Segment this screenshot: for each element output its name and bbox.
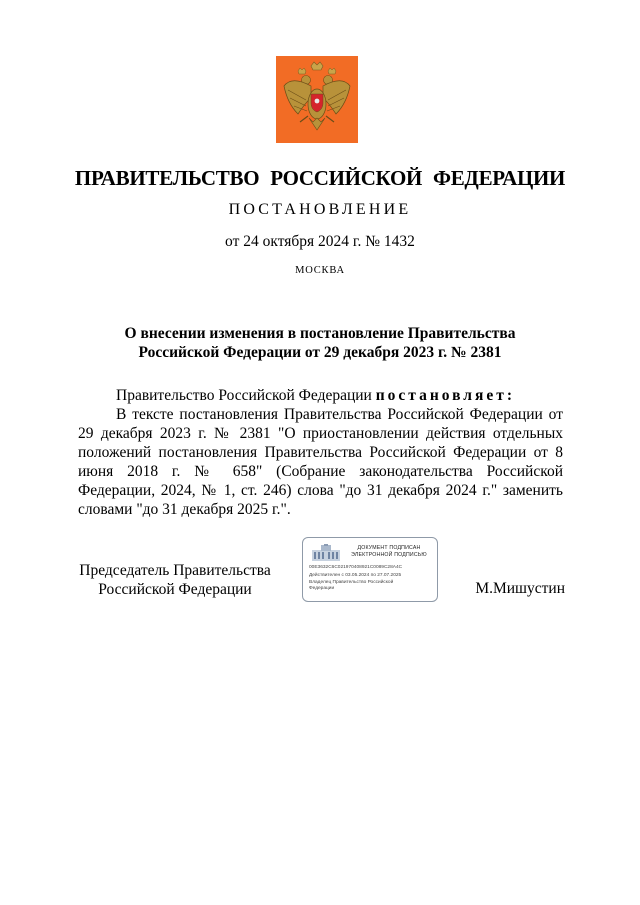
stamp-header <box>345 545 433 559</box>
subject-line-2: Российской Федерации от 29 декабря 2023 г. № 2381 <box>138 344 502 361</box>
stamp-owner-line-1: Владелец Правительство Российской <box>309 580 394 585</box>
government-building-icon <box>311 544 341 562</box>
document-date-number: от 24 октября 2024 г. № 1432 <box>225 233 415 250</box>
stamp-owner-line-2: Федерации <box>309 586 335 591</box>
stamp-header-line-2: ЭЛЕКТРОННОЙ ПОДПИСЬЮ <box>351 552 427 558</box>
stamp-header-line-1: ДОКУМЕНТ ПОДПИСАН <box>357 545 421 551</box>
subject-line-1: О внесении изменения в постановление Правительства <box>124 325 516 342</box>
signatory-name: М.Мишустин <box>475 580 565 597</box>
document-subject <box>0 324 640 362</box>
coat-of-arms-emblem <box>276 56 358 143</box>
intro-text: Правительство Российской Федерации <box>116 387 376 404</box>
electronic-signature-stamp <box>302 537 438 602</box>
document-type: ПОСТАНОВЛЕНИЕ <box>228 201 412 218</box>
document-city: МОСКВА <box>295 265 345 276</box>
position-line-2: Российской Федерации <box>98 581 252 598</box>
government-title: ПРАВИТЕЛЬСТВО РОССИЙСКОЙ ФЕДЕРАЦИИ <box>74 166 566 190</box>
stamp-validity: Действителен с 03.05.2024 по 27.07.2025 <box>309 573 402 578</box>
signatory-position <box>75 561 275 599</box>
position-line-1: Председатель Правительства <box>79 562 271 579</box>
resolution-paragraph: В тексте постановления Правительства Российской Федерации от 29 декабря 2023 г. № 2381 "О приостановлении действия отдельных положений постановления Правительства Российской Федерации от 8 июня 2018 г. № 658" (Собрание законодательства Российской Федерации, 2024, № 1, ст. 246) слова "до 31 декабря 2024 г." заменить словами "до 31 декабря 2025 г.". <box>78 406 563 518</box>
resolves-word: постановляет: <box>375 387 516 404</box>
stamp-certificate: 00E3632C6C021970408921C0089C28A4C <box>309 565 403 570</box>
resolution-intro <box>78 386 563 405</box>
